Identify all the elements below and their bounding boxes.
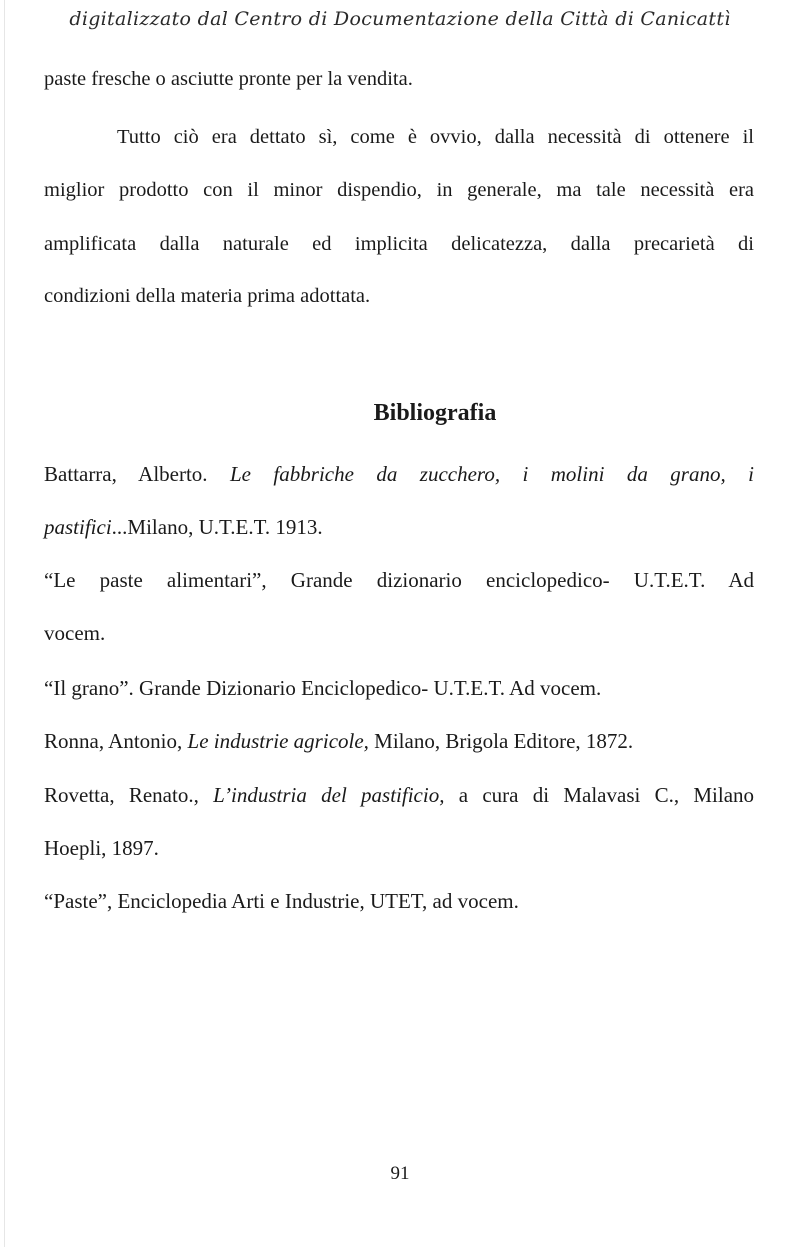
entry-publisher: ...Milano, U.T.E.T. 1913. <box>111 515 323 539</box>
entry-author: Ronna, Antonio, <box>44 729 183 753</box>
page-number: 91 <box>390 1163 410 1184</box>
bibliography-entry <box>44 783 754 808</box>
entry-publisher: a cura di Malavasi C., Milano <box>458 783 755 807</box>
bibliography-entry <box>44 729 754 754</box>
body-line: Tutto ciò era dettato sì, come è ovvio, dalla necessità di ottenere il <box>117 126 754 148</box>
digitization-watermark: digitalizzato dal Centro di Documentazione della Città di Canicattì <box>69 8 731 30</box>
entry-author: Rovetta, Renato., <box>44 783 199 807</box>
bibliography-entry: “Paste”, Enciclopedia Arti e Industrie, UTET, ad vocem. <box>44 889 519 913</box>
entry-title: Le fabbriche da zucchero, i molini da grano, i <box>230 462 754 486</box>
entry-publisher: Milano, Brigola Editore, 1872. <box>374 729 634 753</box>
body-line: paste fresche o asciutte pronte per la vendita. <box>44 68 413 90</box>
bibliography-entry-continued <box>44 515 754 540</box>
entry-author: Battarra, Alberto. <box>44 462 208 486</box>
scan-edge <box>4 0 5 1247</box>
bibliography-entry-continued: vocem. <box>44 621 106 645</box>
body-line: miglior prodotto con il minor dispendio, in generale, ma tale necessità era <box>44 179 754 201</box>
entry-title: pastifici <box>44 515 112 539</box>
bibliography-heading: Bibliografia <box>373 400 497 426</box>
bibliography-entry-continued: Hoepli, 1897. <box>44 836 159 860</box>
body-line: amplificata dalla naturale ed implicita delicatezza, dalla precarietà di <box>44 233 754 255</box>
bibliography-entry <box>44 462 754 487</box>
bibliography-entry: “Il grano”. Grande Dizionario Enciclopedico- U.T.E.T. Ad vocem. <box>44 676 602 700</box>
entry-title: Le industrie agricole, <box>187 729 369 753</box>
entry-title: L’industria del pastificio, <box>213 783 445 807</box>
bibliography-entry: “Le paste alimentari”, Grande dizionario enciclopedico- U.T.E.T. Ad <box>44 568 754 592</box>
body-line: condizioni della materia prima adottata. <box>44 285 371 307</box>
